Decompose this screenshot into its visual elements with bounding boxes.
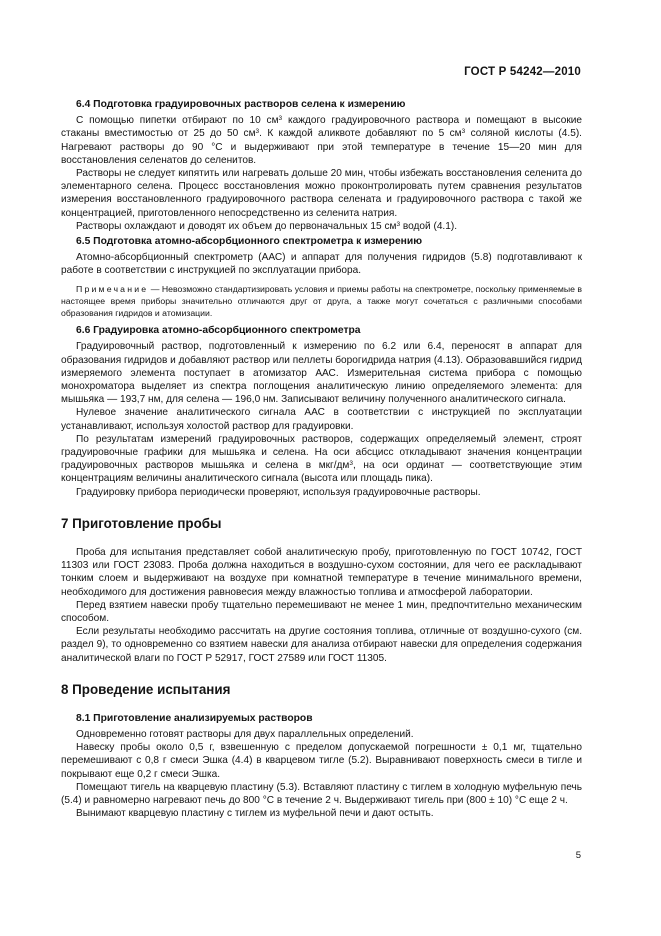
section-8-heading: 8 Проведение испытания	[61, 681, 231, 697]
page-content	[61, 96, 582, 820]
subsection-6-5-heading: 6.5 Подготовка атомно-абсорбционного спектрометра к измерению	[76, 236, 423, 248]
paragraph: Растворы охлаждают и доводят их объем до первоначальных 15 $см^3$ водой (4.1).	[76, 220, 458, 232]
paragraph: Градуировочный раствор, подготовленный к измерению по 6.2 или 6.4, переносят в аппарат для образования гидридов и добавляют раствор или пеллеты борогидрида натрия (4.13). Образовавшийся гидрид измеряемого элемента поступает в атомизатор ААС. Измерительная система прибора с помощью монохроматора выделяет из спектра поглощения аналитическую линию определяемого элемента: для мышьяка — 193,7 нм, для селена — 196,0 нм. Записывают величину полученного аналитического сигнала.	[61, 341, 582, 406]
paragraph: С помощью пипетки отбирают по 10 $см^3$ каждого градуировочного раствора и помещают в высокие стаканы вместимостью от 25 до 50 $см^3$. К каждой аликвоте добавляют по 5 $см^3$ соляной кислоты (4.5). Нагревают растворы до 90 °С и выдерживают при этой температуре в течение 15—20 мин для восстановления селенатов до селенитов.	[61, 115, 582, 166]
standard-header: ГОСТ Р 54242—2010	[464, 66, 581, 78]
paragraph: Вынимают кварцевую пластину с тиглем из муфельной печи и дают остыть.	[76, 808, 434, 820]
section-7-heading: 7 Приготовление пробы	[61, 515, 222, 531]
paragraph: Растворы не следует кипятить или нагревать дольше 20 мин, чтобы избежать восстановления селенита до элементарного селена. Процесс восстановления можно проконтролировать путем сравнения результатов измерения восстановленного градуировочного раствора селената и градуировочного раствора с такой же концентрацией, приготовленного непосредственно из селенита натрия.	[61, 168, 582, 219]
paragraph: Атомно-абсорбционный спектрометр (ААС) и аппарат для получения гидридов (5.8) подготавливают к работе в соответствии с инструкцией по эксплуатации прибора.	[61, 252, 582, 277]
note: Примечание — Невозможно стандартизировать условия и приемы работы на спектрометре, поскольку применяемые в настоящее время приборы значительно отличаются друг от друга, а также могут сочетаться с различными способами образования гидридов и атомизации.	[61, 283, 582, 319]
paragraph: По результатам измерений градуировочных растворов, содержащих определяемый элемент, строят градуировочные графики для мышьяка и селена. На оси абсцисс откладывают значения концентрации градуировочных растворов мышьяка и селена в мкг/$дм^3$, на оси ординат — соответствующие этим концентрациям величины аналитического сигнала (высота или площадь пика).	[61, 433, 583, 485]
paragraph: Одновременно готовят растворы для двух параллельных определений.	[76, 728, 414, 740]
paragraph: Если результаты необходимо рассчитать на другие состояния топлива, отличные от воздушно-сухого (см. раздел 9), то одновременно со взятием навески для анализа отбирают навески для определения содержания аналитической влаги по ГОСТ Р 52917, ГОСТ 27589 или ГОСТ 11305.	[61, 626, 582, 664]
page-number: 5	[575, 850, 581, 861]
paragraph: Навеску пробы около 0,5 г, взвешенную с пределом допускаемой погрешности ± 0,1 мг, тщательно перемешивают с 0,8 г смеси Эшка (4.4) в кварцевом тигле (5.2). Выравнивают поверхность смеси в тигле и покрывают еще 0,2 г смеси Эшка.	[61, 742, 582, 780]
paragraph: Нулевое значение аналитического сигнала ААС в соответствии с инструкцией по эксплуатации устанавливают, используя холостой раствор для градуировки.	[61, 407, 582, 432]
subsection-6-6-heading: 6.6 Градуировка атомно-абсорбционного спектрометра	[76, 325, 361, 337]
subsection-8-1-heading: 8.1 Приготовление анализируемых растворов	[76, 712, 313, 724]
subsection-6-4-heading: 6.4 Подготовка градуировочных растворов селена к измерению	[76, 99, 406, 110]
note-label: Примечание	[76, 283, 149, 294]
paragraph: Проба для испытания представляет собой аналитическую пробу, приготовленную по ГОСТ 10742, ГОСТ 11303 или ГОСТ 23083. Проба должна находиться в воздушно-сухом состоянии, для чего ее раскладывают тонким слоем и выдерживают на воздухе при комнатной температуре в течение минимального времени, необходимого для достижения равновесия между влажностью топлива и атмосферой лаборатории.	[61, 546, 582, 598]
paragraph: Помещают тигель на кварцевую пластину (5.3). Вставляют пластину с тиглем в холодную муфельную печь (5.4) и равномерно нагревают печь до 800 °С в течение 2 ч. Выдерживают тигель при (800 ± 10) °С еще 2 ч.	[61, 781, 582, 806]
paragraph: Градуировку прибора периодически проверяют, используя градуировочные растворы.	[76, 486, 481, 498]
paragraph: Перед взятием навески пробу тщательно перемешивают не менее 1 мин, предпочтительно механическим способом.	[61, 599, 582, 624]
